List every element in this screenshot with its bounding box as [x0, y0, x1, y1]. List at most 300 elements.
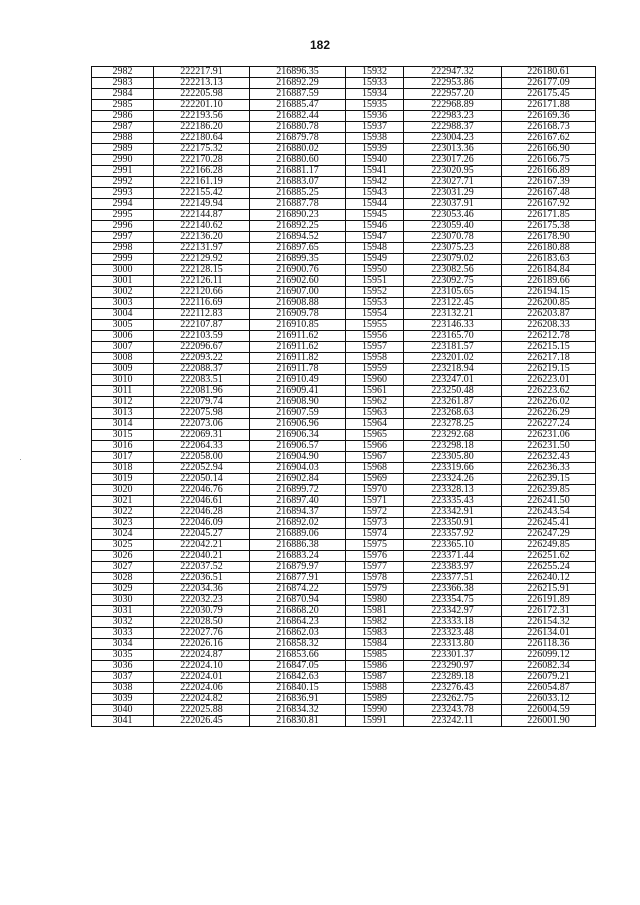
point-number-b-cell: 15978 [346, 573, 404, 584]
y-coordinate-b-cell: 226247.29 [502, 529, 596, 540]
point-number-b-cell: 15976 [346, 551, 404, 562]
x-coordinate-a-cell: 222046.76 [154, 485, 250, 496]
x-coordinate-a-cell: 222166.28 [154, 166, 250, 177]
point-number-b-cell: 15984 [346, 639, 404, 650]
x-coordinate-b-cell: 223053.46 [404, 210, 502, 221]
y-coordinate-a-cell: 216881.17 [250, 166, 346, 177]
y-coordinate-b-cell: 226079.21 [502, 672, 596, 683]
table-row [92, 639, 596, 650]
y-coordinate-b-cell: 226191.89 [502, 595, 596, 606]
x-coordinate-a-cell: 222026.45 [154, 716, 250, 727]
table-row [92, 650, 596, 661]
x-coordinate-b-cell: 223301.37 [404, 650, 502, 661]
y-coordinate-b-cell: 226099.12 [502, 650, 596, 661]
y-coordinate-a-cell: 216883.07 [250, 177, 346, 188]
y-coordinate-a-cell: 216874.22 [250, 584, 346, 595]
x-coordinate-b-cell: 223092.75 [404, 276, 502, 287]
y-coordinate-a-cell: 216899.72 [250, 485, 346, 496]
y-coordinate-b-cell: 226226.29 [502, 408, 596, 419]
y-coordinate-b-cell: 226180.61 [502, 67, 596, 78]
x-coordinate-a-cell: 222180.64 [154, 133, 250, 144]
y-coordinate-a-cell: 216879.78 [250, 133, 346, 144]
table-row [92, 276, 596, 287]
x-coordinate-b-cell: 222947.32 [404, 67, 502, 78]
y-coordinate-a-cell: 216858.32 [250, 639, 346, 650]
table-row [92, 452, 596, 463]
y-coordinate-b-cell: 226166.90 [502, 144, 596, 155]
x-coordinate-b-cell: 223079.02 [404, 254, 502, 265]
x-coordinate-a-cell: 222030.79 [154, 606, 250, 617]
y-coordinate-b-cell: 226054.87 [502, 683, 596, 694]
x-coordinate-a-cell: 222027.76 [154, 628, 250, 639]
x-coordinate-b-cell: 223383.97 [404, 562, 502, 573]
y-coordinate-a-cell: 216885.25 [250, 188, 346, 199]
x-coordinate-b-cell: 223342.91 [404, 507, 502, 518]
point-number-b-cell: 15952 [346, 287, 404, 298]
x-coordinate-b-cell: 223017.26 [404, 155, 502, 166]
x-coordinate-b-cell: 223292.68 [404, 430, 502, 441]
x-coordinate-a-cell: 222025.88 [154, 705, 250, 716]
y-coordinate-b-cell: 226241.50 [502, 496, 596, 507]
x-coordinate-a-cell: 222046.28 [154, 507, 250, 518]
point-number-b-cell: 15948 [346, 243, 404, 254]
x-coordinate-a-cell: 222024.82 [154, 694, 250, 705]
x-coordinate-a-cell: 222032.23 [154, 595, 250, 606]
y-coordinate-a-cell: 216834.32 [250, 705, 346, 716]
y-coordinate-b-cell: 226167.62 [502, 133, 596, 144]
point-number-a-cell: 3022 [92, 507, 154, 518]
y-coordinate-b-cell: 226118.36 [502, 639, 596, 650]
y-coordinate-b-cell: 226166.75 [502, 155, 596, 166]
x-coordinate-a-cell: 222081.96 [154, 386, 250, 397]
table-row [92, 210, 596, 221]
point-number-b-cell: 15980 [346, 595, 404, 606]
y-coordinate-b-cell: 226082.34 [502, 661, 596, 672]
x-coordinate-a-cell: 222149.94 [154, 199, 250, 210]
point-number-b-cell: 15988 [346, 683, 404, 694]
point-number-b-cell: 15963 [346, 408, 404, 419]
x-coordinate-b-cell: 223105.65 [404, 287, 502, 298]
y-coordinate-a-cell: 216897.40 [250, 496, 346, 507]
x-coordinate-a-cell: 222058.00 [154, 452, 250, 463]
point-number-a-cell: 3038 [92, 683, 154, 694]
point-number-a-cell: 3009 [92, 364, 154, 375]
point-number-a-cell: 3040 [92, 705, 154, 716]
x-coordinate-a-cell: 222093.22 [154, 353, 250, 364]
y-coordinate-b-cell: 226217.18 [502, 353, 596, 364]
table-row [92, 221, 596, 232]
point-number-b-cell: 15939 [346, 144, 404, 155]
y-coordinate-b-cell: 226226.02 [502, 397, 596, 408]
x-coordinate-a-cell: 222075.98 [154, 408, 250, 419]
point-number-a-cell: 3024 [92, 529, 154, 540]
point-number-a-cell: 2997 [92, 232, 154, 243]
point-number-a-cell: 3004 [92, 309, 154, 320]
y-coordinate-b-cell: 226255.24 [502, 562, 596, 573]
table-row [92, 672, 596, 683]
point-number-b-cell: 15964 [346, 419, 404, 430]
y-coordinate-b-cell: 226236.33 [502, 463, 596, 474]
x-coordinate-b-cell: 223181.57 [404, 342, 502, 353]
x-coordinate-a-cell: 222024.06 [154, 683, 250, 694]
x-coordinate-b-cell: 223365.10 [404, 540, 502, 551]
x-coordinate-b-cell: 223132.21 [404, 309, 502, 320]
y-coordinate-b-cell: 226240.12 [502, 573, 596, 584]
x-coordinate-b-cell: 223218.94 [404, 364, 502, 375]
table-row [92, 617, 596, 628]
table-row [92, 265, 596, 276]
point-number-a-cell: 2990 [92, 155, 154, 166]
y-coordinate-a-cell: 216910.49 [250, 375, 346, 386]
point-number-a-cell: 2987 [92, 122, 154, 133]
x-coordinate-b-cell: 223324.26 [404, 474, 502, 485]
point-number-a-cell: 3041 [92, 716, 154, 727]
x-coordinate-a-cell: 222045.27 [154, 529, 250, 540]
table-row [92, 177, 596, 188]
x-coordinate-a-cell: 222140.62 [154, 221, 250, 232]
table-row [92, 562, 596, 573]
x-coordinate-b-cell: 223354.75 [404, 595, 502, 606]
table-row [92, 595, 596, 606]
table-row [92, 133, 596, 144]
x-coordinate-b-cell: 223201.02 [404, 353, 502, 364]
table-row [92, 155, 596, 166]
y-coordinate-a-cell: 216907.00 [250, 287, 346, 298]
y-coordinate-b-cell: 226251.62 [502, 551, 596, 562]
table-row [92, 100, 596, 111]
table-row [92, 144, 596, 155]
point-number-b-cell: 15989 [346, 694, 404, 705]
point-number-b-cell: 15982 [346, 617, 404, 628]
point-number-a-cell: 3017 [92, 452, 154, 463]
table-row [92, 111, 596, 122]
y-coordinate-b-cell: 226189.66 [502, 276, 596, 287]
point-number-b-cell: 15937 [346, 122, 404, 133]
y-coordinate-a-cell: 216880.78 [250, 122, 346, 133]
x-coordinate-a-cell: 222046.61 [154, 496, 250, 507]
x-coordinate-b-cell: 223276.43 [404, 683, 502, 694]
x-coordinate-b-cell: 223278.25 [404, 419, 502, 430]
y-coordinate-b-cell: 226208.33 [502, 320, 596, 331]
point-number-b-cell: 15947 [346, 232, 404, 243]
point-number-b-cell: 15943 [346, 188, 404, 199]
y-coordinate-b-cell: 226223.01 [502, 375, 596, 386]
point-number-a-cell: 3027 [92, 562, 154, 573]
point-number-a-cell: 3007 [92, 342, 154, 353]
y-coordinate-a-cell: 216887.78 [250, 199, 346, 210]
x-coordinate-b-cell: 223082.56 [404, 265, 502, 276]
x-coordinate-b-cell: 222957.20 [404, 89, 502, 100]
point-number-a-cell: 2994 [92, 199, 154, 210]
x-coordinate-b-cell: 223366.38 [404, 584, 502, 595]
x-coordinate-b-cell: 223305.80 [404, 452, 502, 463]
x-coordinate-b-cell: 223262.75 [404, 694, 502, 705]
y-coordinate-a-cell: 216909.78 [250, 309, 346, 320]
y-coordinate-a-cell: 216862.03 [250, 628, 346, 639]
table-row [92, 463, 596, 474]
y-coordinate-b-cell: 226239.85 [502, 485, 596, 496]
point-number-b-cell: 15977 [346, 562, 404, 573]
table-row [92, 78, 596, 89]
x-coordinate-a-cell: 222144.87 [154, 210, 250, 221]
table-row [92, 309, 596, 320]
point-number-a-cell: 2986 [92, 111, 154, 122]
page-number: 182 [309, 38, 331, 52]
x-coordinate-a-cell: 222107.87 [154, 320, 250, 331]
table-row [92, 573, 596, 584]
table-row [92, 320, 596, 331]
table-row [92, 716, 596, 727]
point-number-a-cell: 3011 [92, 386, 154, 397]
point-number-a-cell: 2988 [92, 133, 154, 144]
point-number-a-cell: 2993 [92, 188, 154, 199]
x-coordinate-b-cell: 222968.89 [404, 100, 502, 111]
x-coordinate-b-cell: 222988.37 [404, 122, 502, 133]
y-coordinate-b-cell: 226184.84 [502, 265, 596, 276]
y-coordinate-b-cell: 226231.50 [502, 441, 596, 452]
x-coordinate-a-cell: 222028.50 [154, 617, 250, 628]
point-number-b-cell: 15985 [346, 650, 404, 661]
x-coordinate-b-cell: 223290.97 [404, 661, 502, 672]
y-coordinate-b-cell: 226004.59 [502, 705, 596, 716]
point-number-a-cell: 2995 [92, 210, 154, 221]
y-coordinate-a-cell: 216910.85 [250, 320, 346, 331]
x-coordinate-a-cell: 222217.91 [154, 67, 250, 78]
point-number-a-cell: 3012 [92, 397, 154, 408]
point-number-b-cell: 15969 [346, 474, 404, 485]
y-coordinate-b-cell: 226231.06 [502, 430, 596, 441]
y-coordinate-b-cell: 226001.90 [502, 716, 596, 727]
point-number-b-cell: 15958 [346, 353, 404, 364]
x-coordinate-b-cell: 222983.23 [404, 111, 502, 122]
point-number-b-cell: 15974 [346, 529, 404, 540]
x-coordinate-a-cell: 222064.33 [154, 441, 250, 452]
point-number-b-cell: 15991 [346, 716, 404, 727]
y-coordinate-a-cell: 216896.35 [250, 67, 346, 78]
y-coordinate-b-cell: 226178.90 [502, 232, 596, 243]
x-coordinate-b-cell: 223004.23 [404, 133, 502, 144]
point-number-b-cell: 15942 [346, 177, 404, 188]
x-coordinate-a-cell: 222103.59 [154, 331, 250, 342]
x-coordinate-a-cell: 222136.20 [154, 232, 250, 243]
coordinates-table-body [92, 67, 596, 727]
x-coordinate-a-cell: 222205.98 [154, 89, 250, 100]
table-row [92, 397, 596, 408]
table-row [92, 89, 596, 100]
point-number-a-cell: 3020 [92, 485, 154, 496]
point-number-b-cell: 15944 [346, 199, 404, 210]
point-number-b-cell: 15983 [346, 628, 404, 639]
y-coordinate-b-cell: 226167.39 [502, 177, 596, 188]
point-number-a-cell: 3032 [92, 617, 154, 628]
x-coordinate-a-cell: 222024.10 [154, 661, 250, 672]
point-number-b-cell: 15955 [346, 320, 404, 331]
y-coordinate-a-cell: 216870.94 [250, 595, 346, 606]
table-row [92, 254, 596, 265]
x-coordinate-b-cell: 223298.18 [404, 441, 502, 452]
point-number-b-cell: 15990 [346, 705, 404, 716]
point-number-b-cell: 15938 [346, 133, 404, 144]
y-coordinate-b-cell: 226245.41 [502, 518, 596, 529]
x-coordinate-b-cell: 223371.44 [404, 551, 502, 562]
margin-mark [20, 459, 21, 460]
table-row [92, 67, 596, 78]
point-number-a-cell: 2984 [92, 89, 154, 100]
y-coordinate-b-cell: 226167.48 [502, 188, 596, 199]
table-row [92, 540, 596, 551]
y-coordinate-a-cell: 216885.47 [250, 100, 346, 111]
point-number-a-cell: 3010 [92, 375, 154, 386]
point-number-a-cell: 2982 [92, 67, 154, 78]
point-number-b-cell: 15941 [346, 166, 404, 177]
point-number-a-cell: 2983 [92, 78, 154, 89]
table-row [92, 166, 596, 177]
x-coordinate-b-cell: 223350.91 [404, 518, 502, 529]
table-row [92, 474, 596, 485]
table-row [92, 243, 596, 254]
y-coordinate-b-cell: 226172.31 [502, 606, 596, 617]
x-coordinate-b-cell: 223243.78 [404, 705, 502, 716]
y-coordinate-a-cell: 216911.82 [250, 353, 346, 364]
point-number-b-cell: 15965 [346, 430, 404, 441]
coordinates-table [91, 66, 596, 727]
table-row [92, 518, 596, 529]
y-coordinate-a-cell: 216847.05 [250, 661, 346, 672]
y-coordinate-a-cell: 216906.96 [250, 419, 346, 430]
point-number-a-cell: 2999 [92, 254, 154, 265]
point-number-a-cell: 2996 [92, 221, 154, 232]
point-number-a-cell: 3015 [92, 430, 154, 441]
x-coordinate-a-cell: 222186.20 [154, 122, 250, 133]
point-number-b-cell: 15954 [346, 309, 404, 320]
x-coordinate-b-cell: 223242.11 [404, 716, 502, 727]
table-row [92, 419, 596, 430]
point-number-b-cell: 15967 [346, 452, 404, 463]
point-number-a-cell: 3025 [92, 540, 154, 551]
y-coordinate-b-cell: 226223.62 [502, 386, 596, 397]
point-number-b-cell: 15950 [346, 265, 404, 276]
point-number-a-cell: 3008 [92, 353, 154, 364]
y-coordinate-b-cell: 226134.01 [502, 628, 596, 639]
point-number-b-cell: 15961 [346, 386, 404, 397]
point-number-a-cell: 3031 [92, 606, 154, 617]
point-number-b-cell: 15959 [346, 364, 404, 375]
point-number-b-cell: 15936 [346, 111, 404, 122]
point-number-a-cell: 3018 [92, 463, 154, 474]
x-coordinate-a-cell: 222096.67 [154, 342, 250, 353]
y-coordinate-a-cell: 216830.81 [250, 716, 346, 727]
point-number-a-cell: 3021 [92, 496, 154, 507]
x-coordinate-b-cell: 222953.86 [404, 78, 502, 89]
x-coordinate-a-cell: 222131.97 [154, 243, 250, 254]
table-row [92, 496, 596, 507]
x-coordinate-b-cell: 223357.92 [404, 529, 502, 540]
point-number-a-cell: 2998 [92, 243, 154, 254]
y-coordinate-b-cell: 226212.78 [502, 331, 596, 342]
x-coordinate-a-cell: 222083.51 [154, 375, 250, 386]
x-coordinate-a-cell: 222201.10 [154, 100, 250, 111]
point-number-b-cell: 15972 [346, 507, 404, 518]
table-row [92, 485, 596, 496]
y-coordinate-a-cell: 216853.66 [250, 650, 346, 661]
y-coordinate-b-cell: 226167.92 [502, 199, 596, 210]
y-coordinate-b-cell: 226215.15 [502, 342, 596, 353]
table-row [92, 287, 596, 298]
x-coordinate-b-cell: 223070.78 [404, 232, 502, 243]
x-coordinate-b-cell: 223261.87 [404, 397, 502, 408]
y-coordinate-a-cell: 216908.90 [250, 397, 346, 408]
x-coordinate-b-cell: 223323.48 [404, 628, 502, 639]
point-number-b-cell: 15933 [346, 78, 404, 89]
point-number-a-cell: 3029 [92, 584, 154, 595]
table-row [92, 232, 596, 243]
table-row [92, 375, 596, 386]
table-row [92, 188, 596, 199]
y-coordinate-a-cell: 216900.76 [250, 265, 346, 276]
y-coordinate-a-cell: 216892.29 [250, 78, 346, 89]
y-coordinate-b-cell: 226168.73 [502, 122, 596, 133]
x-coordinate-a-cell: 222037.52 [154, 562, 250, 573]
y-coordinate-a-cell: 216892.25 [250, 221, 346, 232]
point-number-b-cell: 15962 [346, 397, 404, 408]
table-row [92, 661, 596, 672]
x-coordinate-b-cell: 223247.01 [404, 375, 502, 386]
table-row [92, 694, 596, 705]
x-coordinate-b-cell: 223037.91 [404, 199, 502, 210]
point-number-a-cell: 2985 [92, 100, 154, 111]
point-number-a-cell: 3016 [92, 441, 154, 452]
table-row [92, 122, 596, 133]
y-coordinate-a-cell: 216879.97 [250, 562, 346, 573]
point-number-b-cell: 15968 [346, 463, 404, 474]
x-coordinate-a-cell: 222155.42 [154, 188, 250, 199]
table-row [92, 529, 596, 540]
table-row [92, 606, 596, 617]
x-coordinate-b-cell: 223250.48 [404, 386, 502, 397]
y-coordinate-a-cell: 216890.23 [250, 210, 346, 221]
x-coordinate-a-cell: 222129.92 [154, 254, 250, 265]
point-number-b-cell: 15949 [346, 254, 404, 265]
y-coordinate-b-cell: 226175.38 [502, 221, 596, 232]
x-coordinate-b-cell: 223377.51 [404, 573, 502, 584]
point-number-a-cell: 3033 [92, 628, 154, 639]
point-number-b-cell: 15979 [346, 584, 404, 595]
x-coordinate-a-cell: 222120.66 [154, 287, 250, 298]
y-coordinate-b-cell: 226200.85 [502, 298, 596, 309]
point-number-a-cell: 3005 [92, 320, 154, 331]
x-coordinate-b-cell: 223342.97 [404, 606, 502, 617]
y-coordinate-b-cell: 226169.36 [502, 111, 596, 122]
y-coordinate-a-cell: 216902.84 [250, 474, 346, 485]
table-row [92, 430, 596, 441]
x-coordinate-a-cell: 222036.51 [154, 573, 250, 584]
y-coordinate-a-cell: 216882.44 [250, 111, 346, 122]
y-coordinate-a-cell: 216908.88 [250, 298, 346, 309]
x-coordinate-a-cell: 222073.06 [154, 419, 250, 430]
y-coordinate-a-cell: 216897.65 [250, 243, 346, 254]
table-row [92, 551, 596, 562]
point-number-b-cell: 15951 [346, 276, 404, 287]
x-coordinate-a-cell: 222193.56 [154, 111, 250, 122]
point-number-a-cell: 3023 [92, 518, 154, 529]
x-coordinate-b-cell: 223319.66 [404, 463, 502, 474]
point-number-a-cell: 3026 [92, 551, 154, 562]
point-number-a-cell: 3037 [92, 672, 154, 683]
point-number-a-cell: 3003 [92, 298, 154, 309]
x-coordinate-a-cell: 222126.11 [154, 276, 250, 287]
y-coordinate-b-cell: 226227.24 [502, 419, 596, 430]
y-coordinate-a-cell: 216906.57 [250, 441, 346, 452]
